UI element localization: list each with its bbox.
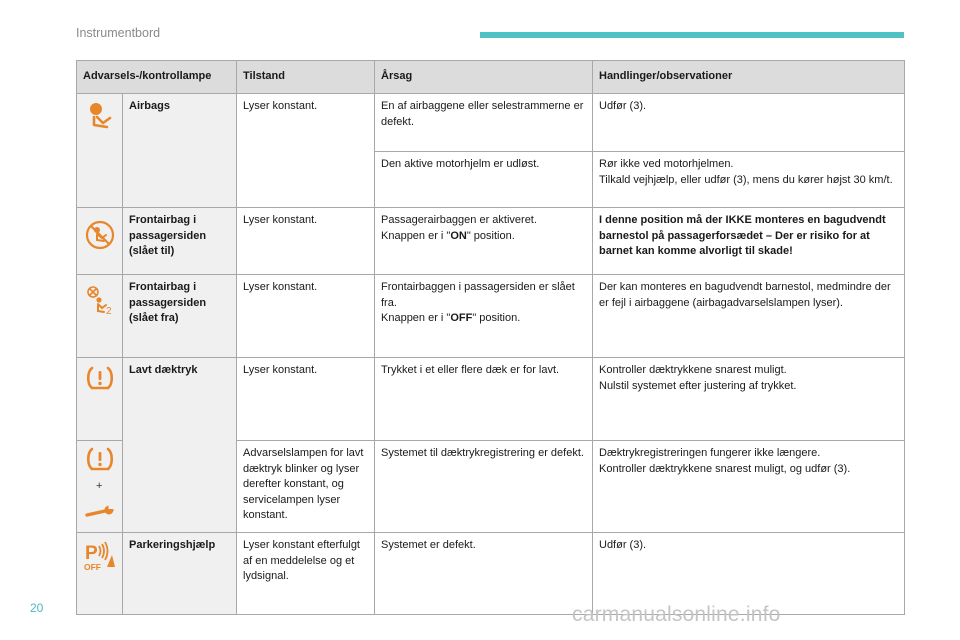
icon-cell <box>77 94 123 208</box>
watermark: carmanualsonline.info <box>572 603 781 626</box>
table-header-row <box>77 61 905 94</box>
state-cell: Advarselslampen for lavt dæktryk blinker og lyser derefter konstant, og servicelampen lyser konstant. <box>237 441 375 533</box>
action-cell: I denne position må der IKKE monteres en bagudvendt barnestol på passagerforsædet – Der er risiko for at barnet kan komme alvorligt til skade! <box>593 208 905 275</box>
cause-cell: Den aktive motorhjelm er udløst. <box>375 152 593 208</box>
table-row <box>77 94 905 152</box>
table-row <box>77 275 905 358</box>
action-line: Tilkald vejhjælp, eller udfør (3), mens du kører højst 30 km/t. <box>599 173 893 186</box>
svg-text:2: 2 <box>106 306 112 316</box>
lamp-name: Airbags <box>123 94 237 208</box>
lamp-name: Frontairbag i passagersiden (slået fra) <box>123 275 237 358</box>
icon-cell <box>77 208 123 275</box>
column-header-state: Tilstand <box>237 61 375 94</box>
cause-line: Knappen er i "ON" position. <box>381 229 515 242</box>
plus-sign: + <box>96 480 103 492</box>
button-position-off: OFF <box>450 312 473 324</box>
action-cell <box>593 358 905 441</box>
lamp-name: Lavt dæktryk <box>123 358 237 533</box>
off-label: OFF <box>84 562 101 572</box>
action-cell <box>593 152 905 208</box>
action-line: Rør ikke ved motorhjelmen. <box>599 158 734 170</box>
page-number: 20 <box>30 601 44 615</box>
section-title: Instrumentbord <box>76 26 161 40</box>
column-header-action: Handlinger/observationer <box>593 61 905 94</box>
warning-lamp-table <box>76 60 905 615</box>
icon-cell <box>77 441 123 533</box>
cause-cell: Systemet er defekt. <box>375 533 593 615</box>
action-line: Dæktrykregistreringen fungerer ikke længere. <box>599 447 821 459</box>
column-header-cause: Årsag <box>375 61 593 94</box>
wrench-icon <box>85 505 115 519</box>
action-line: Nulstil systemet efter justering af trykket. <box>599 379 797 392</box>
action-cell: Udfør (3). <box>593 533 905 615</box>
cause-cell: Systemet til dæktrykregistrering er defekt. <box>375 441 593 533</box>
action-cell: Udfør (3). <box>593 94 905 152</box>
svg-text:P: P <box>85 543 98 564</box>
table-row <box>77 358 905 441</box>
cause-cell <box>375 275 593 358</box>
state-cell: Lyser konstant efterfulgt af en meddelelse og et lydsignal. <box>237 533 375 615</box>
cause-line: Passagerairbaggen er aktiveret. <box>381 214 537 226</box>
icon-cell <box>77 275 123 358</box>
header-accent-bar <box>480 32 904 38</box>
icon-cell <box>77 358 123 441</box>
tire-pressure-icon <box>86 366 114 392</box>
action-cell <box>593 441 905 533</box>
passenger-airbag-off-icon <box>86 286 116 316</box>
lamp-name: Parkeringshjælp <box>123 533 237 615</box>
icon-cell <box>77 533 123 615</box>
column-header-lamp: Advarsels-/kontrollampe <box>77 61 237 94</box>
tire-pressure-icon <box>86 447 114 473</box>
cause-line: Frontairbaggen i passagersiden er slået fra. <box>381 281 575 309</box>
cause-cell <box>375 208 593 275</box>
button-position-on: ON <box>450 229 467 242</box>
state-cell: Lyser konstant. <box>237 208 375 275</box>
state-cell: Lyser konstant. <box>237 358 375 441</box>
airbag-icon <box>87 102 115 130</box>
passenger-airbag-on-icon <box>85 220 115 250</box>
cause-cell: En af airbaggene eller selestrammerne er defekt. <box>375 94 593 152</box>
table-row <box>77 208 905 275</box>
action-line: Kontroller dæktrykkene snarest muligt. <box>599 364 787 376</box>
action-cell: Der kan monteres en bagudvendt barnestol, medmindre der er fejl i airbaggene (airbagadvarselslampen lyser). <box>593 275 905 358</box>
lamp-name: Frontairbag i passagersiden (slået til) <box>123 208 237 275</box>
state-cell: Lyser konstant. <box>237 94 375 208</box>
action-line: Kontroller dæktrykkene snarest muligt, og udfør (3). <box>599 462 851 475</box>
cause-cell: Trykket i et eller flere dæk er for lavt. <box>375 358 593 441</box>
cause-line: Knappen er i "OFF" position. <box>381 312 521 324</box>
state-cell: Lyser konstant. <box>237 275 375 358</box>
